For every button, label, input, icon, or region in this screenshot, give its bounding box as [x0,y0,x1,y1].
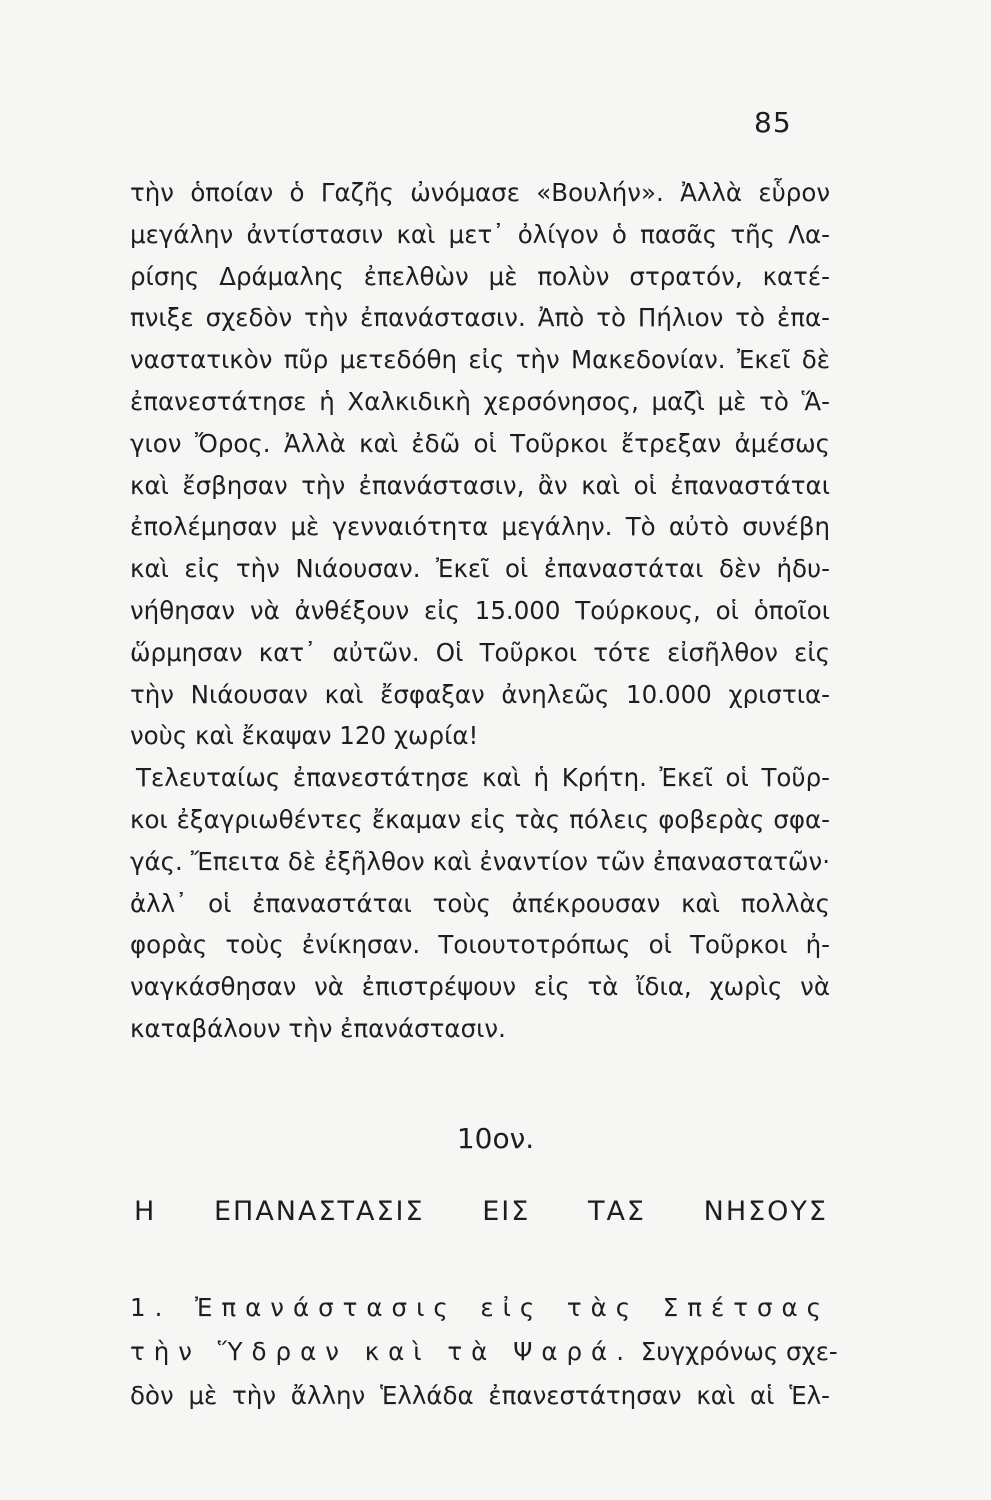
chapter-number: 10ον. [456,1122,535,1155]
section-heading-tail: τὴν Ὕδραν καὶ τὰ Ψαρά. [130,1337,633,1366]
text-line: ρίσης Δράμαλης ἐπελθὼν μὲ πολὺν στρατόν, κατέ- [130,261,830,291]
text-line: τὴν ὁποίαν ὁ Γαζῆς ὠνόμασε «Βουλήν». Ἀλλὰ εὗρον [130,178,830,207]
section-line: δὸν μὲ τὴν ἄλλην Ἑλλάδα ἐπανεστάτησαν καὶ αἱ Ἑλ- [130,1381,830,1410]
section-1 [130,1286,838,1418]
text-line: γιον Ὄρος. Ἀλλὰ καὶ ἐδῶ οἱ Τοῦρκοι ἔτρεξαν ἀμέσως [130,428,830,458]
text-line: ἐπολέμησαν μὲ γενναιότητα μεγάλην. Τὸ αὐτὸ συνέβη [130,512,830,542]
text-line: καὶ εἰς τὴν Νιάουσαν. Ἐκεῖ οἱ ἐπαναστάται δὲν ἠδυ- [130,554,830,584]
paragraph-2 [130,757,830,1050]
page-number: 85 [754,106,792,139]
text-line: νήθησαν νὰ ἀνθέξουν εἰς 15.000 Τούρκους, οἱ ὁποῖοι [130,595,830,625]
text-line: γάς. Ἔπειτα δὲ ἐξῆλθον καὶ ἐναντίον τῶν ἐπαναστατῶν· [130,846,830,876]
text-line: Τελευταίως ἐπανεστάτησε καὶ ἡ Κρήτη. Ἐκεῖ οἱ Τοῦρ- [136,763,830,793]
section-text: Συγχρόνως σχε- [640,1337,838,1366]
text-line: καὶ ἔσβησαν τὴν ἐπανάστασιν, ἂν καὶ οἱ ἐπαναστάται [130,470,830,500]
text-line: καταβάλουν τὴν ἐπανάστασιν. [130,1013,506,1043]
text-line: νοὺς καὶ ἔκαψαν 120 χωρία! [130,721,479,751]
text-line: τὴν Νιάουσαν καὶ ἔσφαξαν ἀνηλεῶς 10.000 χριστια- [130,679,830,709]
text-line: πνιξε σχεδὸν τὴν ἐπανάστασιν. Ἀπὸ τὸ Πήλιον τὸ ἐπα- [130,303,830,333]
chapter-title: Η ΕΠΑΝΑΣΤΑΣΙΣ ΕΙΣ ΤΑΣ ΝΗΣΟΥΣ [134,1196,828,1227]
text-line: ἐπανεστάτησε ἡ Χαλκιδικὴ χερσόνησος, μαζὶ μὲ τὸ Ἅ- [130,386,830,416]
text-line: ναστατικὸν πῦρ μετεδόθη εἰς τὴν Μακεδονίαν. Ἐκεῖ δὲ [130,345,830,375]
body-text [130,172,830,1050]
text-line: ἀλλ᾽ οἱ ἐπαναστάται τοὺς ἀπέκρουσαν καὶ πολλὰς [130,888,830,918]
text-line: μεγάλην ἀντίστασιν καὶ μετ᾽ ὀλίγον ὁ πασᾶς τῆς Λα- [130,219,830,249]
text-line: ναγκάσθησαν νὰ ἐπιστρέψουν εἰς τὰ ἴδια, χωρὶς νὰ [130,972,830,1002]
text-line: κοι ἐξαγριωθέντες ἔκαμαν εἰς τὰς πόλεις φοβερὰς σφα- [130,804,830,834]
text-line: ὥρμησαν κατ᾽ αὐτῶν. Οἱ Τοῦρκοι τότε εἰσῆλθον εἰς [130,637,830,667]
paragraph-1 [130,172,830,757]
section-line [130,1330,838,1374]
section-heading-line: 1. Ἐπανάστασις εἰς τὰς Σπέτσας [130,1293,830,1322]
text-line: φορὰς τοὺς ἐνίκησαν. Τοιουτοτρόπως οἱ Τοῦρκοι ἠ- [130,930,830,960]
